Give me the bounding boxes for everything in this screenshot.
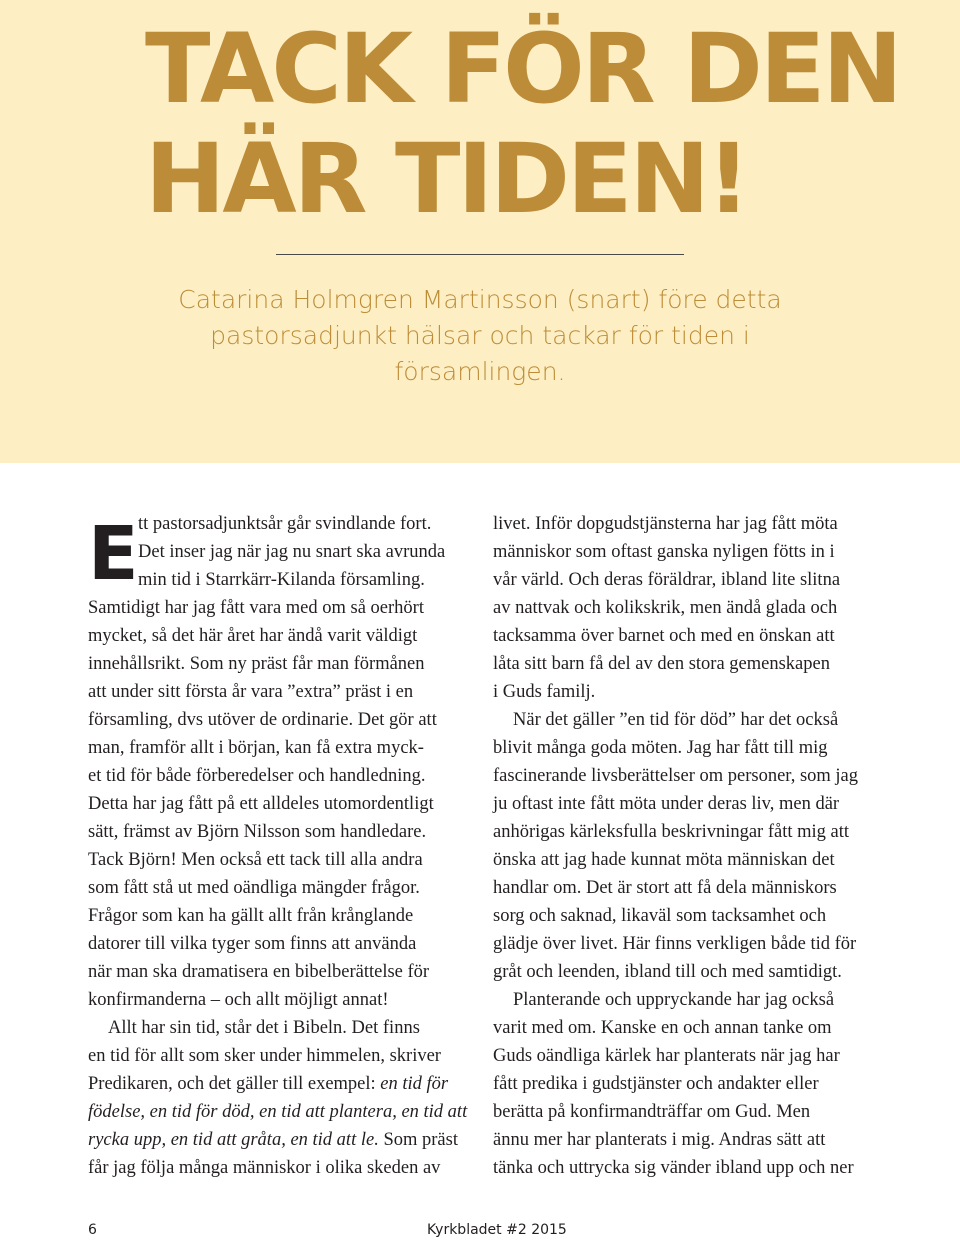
left-column <box>88 510 480 1182</box>
title-divider <box>276 254 684 255</box>
paragraph <box>88 510 480 1014</box>
text-line <box>88 1070 480 1098</box>
text-line: låta sitt barn få del av den stora gemenskapen <box>493 654 830 674</box>
text-line: Detta har jag fått på ett alldeles utomordentligt <box>88 794 434 814</box>
text-line: i Guds familj. <box>493 682 596 702</box>
article-lead <box>140 282 820 390</box>
lead-line: Catarina Holmgren Martinsson (snart) före detta <box>178 285 782 314</box>
lead-line: pastorsadjunkt hälsar och tackar för tiden i <box>210 321 750 350</box>
text-line: av nattvak och kolikskrik, men ändå glada och <box>493 598 838 618</box>
text-line: när man ska dramatisera en bibelberättelse för <box>88 962 430 982</box>
text-line: som fått stå ut med oändliga mängder frågor. <box>88 878 420 898</box>
text-line: min tid i Starrkärr-Kilanda församling. <box>138 570 425 590</box>
text-line: människor som oftast ganska nyligen fötts in i <box>493 542 835 562</box>
quote-text: en tid för <box>380 1074 449 1094</box>
title-line: HÄR TIDEN! <box>145 123 748 235</box>
text-line: konfirmanderna – och allt möjligt annat! <box>88 990 389 1010</box>
quote-text: födelse, en tid för död, en tid att plantera, en tid att <box>88 1102 468 1122</box>
text-run: Som präst <box>378 1130 458 1150</box>
text-line: att under sitt första år vara ”extra” präst i en <box>88 682 414 702</box>
text-line: får jag följa många människor i olika skeden av <box>88 1158 441 1178</box>
text-line: berätta på konfirmandträffar om Gud. Men <box>493 1102 811 1122</box>
right-column <box>493 510 885 1182</box>
text-line: önska att jag hade kunnat möta människan det <box>493 850 835 870</box>
paragraph <box>493 986 885 1182</box>
text-line: församling, dvs utöver de ordinarie. Det gör att <box>88 710 437 730</box>
header-banner <box>0 0 960 463</box>
text-line: Tack Björn! Men också ett tack till alla andra <box>88 850 423 870</box>
text-line: sätt, främst av Björn Nilsson som handledare. <box>88 822 427 842</box>
text-line: sorg och saknad, likaväl som tacksamhet och <box>493 906 827 926</box>
text-line: Guds oändliga kärlek har planterats när jag har <box>493 1046 840 1066</box>
drop-cap: E <box>88 511 139 597</box>
text-run: Predikaren, och det gäller till exempel: <box>88 1074 381 1094</box>
text-line: datorer till vilka tyger som finns att använda <box>88 934 417 954</box>
text-line: blivit många goda möten. Jag har fått till mig <box>493 738 828 758</box>
paragraph <box>493 706 885 986</box>
text-line: livet. Inför dopgudstjänsterna har jag fått möta <box>493 514 838 534</box>
text-line: ännu mer har planterats i mig. Andras sätt att <box>493 1130 826 1150</box>
text-line: et tid för både förberedelser och handledning. <box>88 766 426 786</box>
text-line: Allt har sin tid, står det i Bibeln. Det finns <box>108 1018 420 1038</box>
paragraph <box>88 1014 480 1182</box>
text-line: När det gäller ”en tid för död” har det också <box>513 710 839 730</box>
text-line: varit med om. Kanske en och annan tanke om <box>493 1018 832 1038</box>
page-number: 6 <box>88 1222 97 1238</box>
text-line: en tid för allt som sker under himmelen, skriver <box>88 1046 441 1066</box>
text-line: fått predika i gudstjänster och andakter eller <box>493 1074 819 1094</box>
paragraph <box>493 510 885 706</box>
lead-line: församlingen. <box>394 357 566 386</box>
text-line: vår värld. Och deras föräldrar, ibland lite slitna <box>493 570 841 590</box>
text-line: fascinerande livsberättelser om personer, som jag <box>493 766 859 786</box>
text-line: Det inser jag när jag nu snart ska avrunda <box>138 542 446 562</box>
text-line: Planterande och uppryckande har jag också <box>513 990 835 1010</box>
text-line: man, framför allt i början, kan få extra myck- <box>88 738 424 758</box>
text-line: tacksamma över barnet och med en önskan att <box>493 626 835 646</box>
text-line: tänka och uttrycka sig vänder ibland upp och ner <box>493 1158 854 1178</box>
text-line: Samtidigt har jag fått vara med om så oerhört <box>88 598 424 618</box>
title-line: TACK FÖR DEN <box>145 13 900 125</box>
quote-text: rycka upp, en tid att gråta, en tid att le. <box>88 1130 379 1150</box>
magazine-issue: Kyrkbladet #2 2015 <box>427 1222 567 1238</box>
text-line <box>88 1098 480 1126</box>
text-line: handlar om. Det är stort att få dela människors <box>493 878 837 898</box>
text-line: glädje över livet. Här finns verkligen både tid för <box>493 934 857 954</box>
text-line: ju oftast inte fått möta under deras liv, men där <box>493 794 840 814</box>
text-line: mycket, så det här året har ändå varit väldigt <box>88 626 418 646</box>
text-line <box>88 1126 480 1154</box>
article-title <box>145 14 945 234</box>
text-line: Frågor som kan ha gällt allt från krånglande <box>88 906 414 926</box>
text-line: gråt och leenden, ibland till och med samtidigt. <box>493 962 842 982</box>
text-line: anhörigas kärleksfulla beskrivningar fått mig att <box>493 822 850 842</box>
text-line: innehållsrikt. Som ny präst får man förmånen <box>88 654 425 674</box>
text-line: tt pastorsadjunktsår går svindlande fort. <box>138 514 432 534</box>
